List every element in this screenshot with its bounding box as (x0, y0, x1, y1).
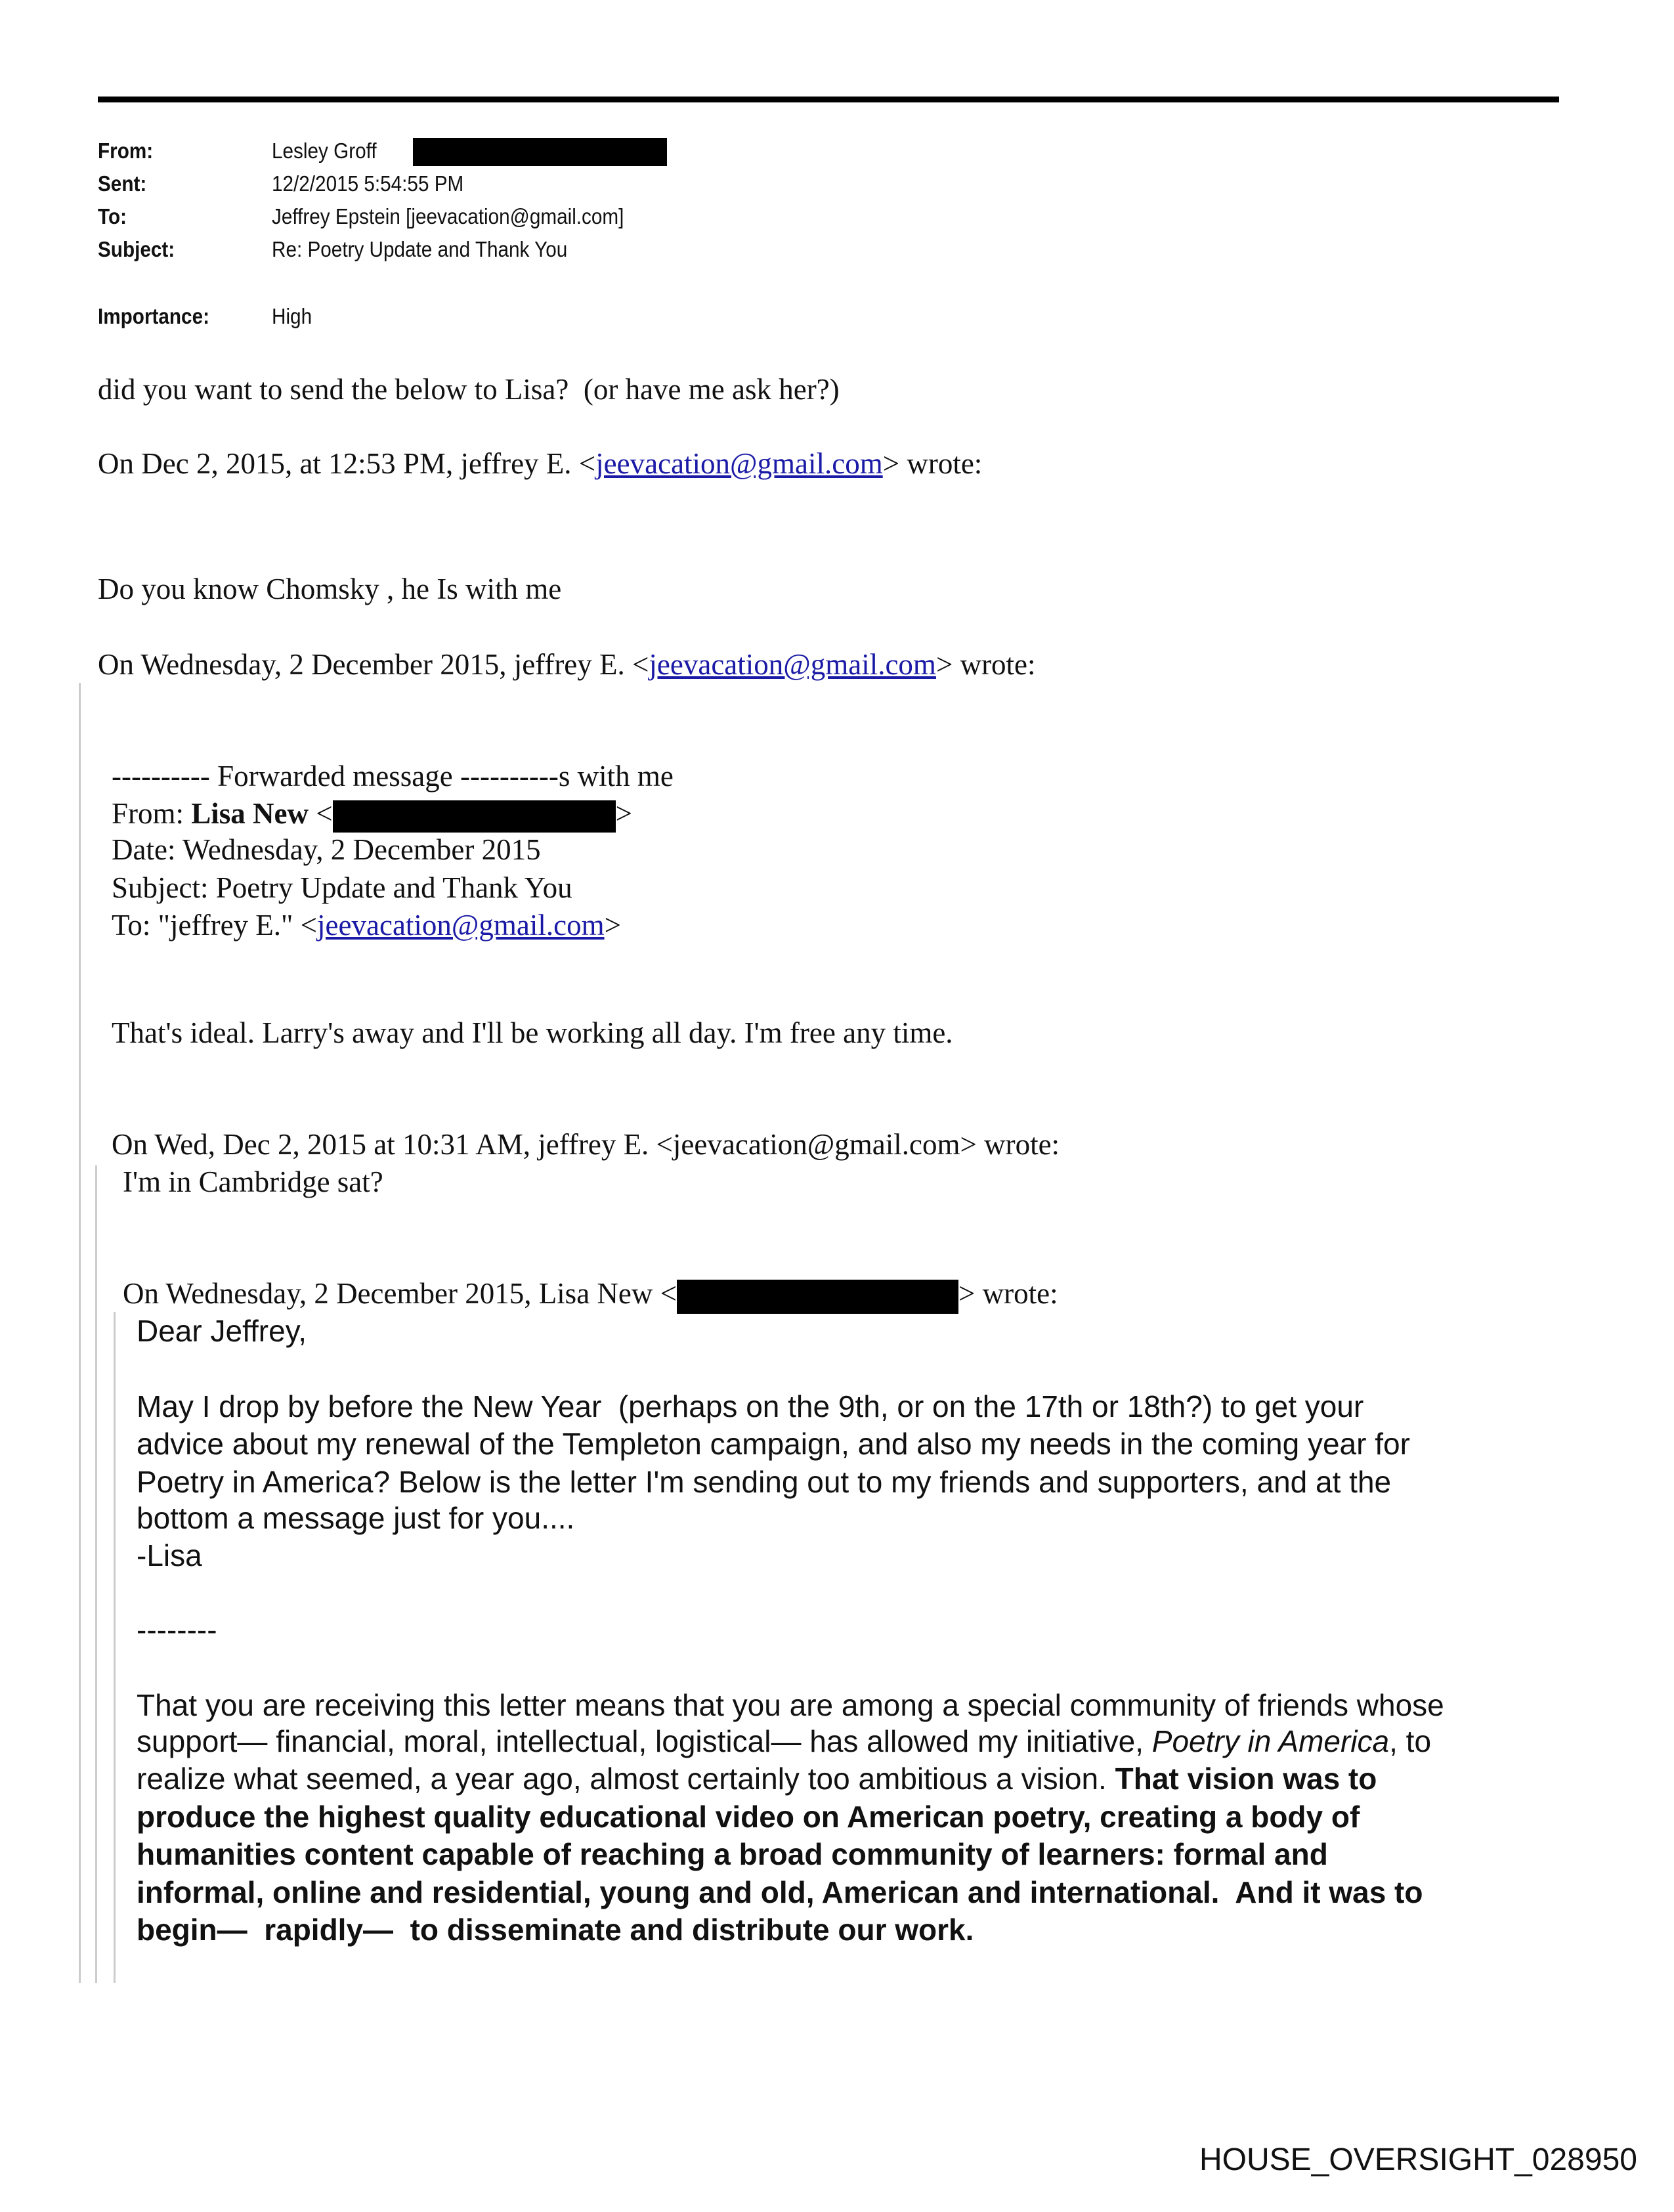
bracket: > (615, 797, 633, 830)
forwarded-to (112, 908, 621, 942)
importance-label: Importance: (98, 304, 209, 328)
quote-header-1 (98, 446, 982, 481)
ideal-text: That's ideal. Larry's away and I'll be working all day. I'm free any time. (112, 1016, 953, 1049)
subject-label: Subject: (98, 237, 175, 261)
quote-prefix: On Dec 2, 2015, at 12:53 PM, jeffrey E. < (98, 447, 596, 480)
quote-suffix: > wrote: (935, 648, 1036, 681)
from-label: From: (98, 139, 154, 163)
text-segment: realize what seemed, a year ago, almost certainly too ambitious a vision. (137, 1762, 1115, 1796)
forwarded-subject: Subject: Poetry Update and Thank You (112, 871, 572, 904)
sent-value: 12/2/2015 5:54:55 PM (272, 171, 464, 196)
bold-segment: That vision was to (1115, 1762, 1377, 1796)
bates-number: HOUSE_OVERSIGHT_028950 (1199, 2142, 1637, 2177)
to-label: To: (98, 204, 127, 228)
chomsky-text: Do you know Chomsky , he Is with me (98, 573, 562, 605)
quote-header-3: On Wed, Dec 2, 2015 at 10:31 AM, jeffrey E. <jeevacation@gmail.com> wrote: (112, 1128, 1060, 1161)
quote-prefix: On Wednesday, 2 December 2015, jeffrey E. < (98, 648, 649, 681)
quote-bar (95, 1165, 97, 1983)
forwarded-date: Date: Wednesday, 2 December 2015 (112, 833, 541, 866)
quote-suffix: > wrote: (958, 1277, 1058, 1310)
letter-line (137, 1761, 1377, 1796)
quote-prefix: On Wednesday, 2 December 2015, Lisa New < (123, 1277, 677, 1310)
from-value: Lesley Groff (272, 139, 377, 163)
quote-header-4 (123, 1276, 1058, 1314)
sent-label: Sent: (98, 171, 147, 196)
from-label: From: (112, 797, 192, 830)
email-link[interactable]: jeevacation@gmail.com (649, 648, 936, 681)
letter-divider: -------- (137, 1613, 217, 1647)
email-link[interactable]: jeevacation@gmail.com (317, 909, 605, 942)
forwarded-separator: ---------- Forwarded message ----------s with me (112, 760, 674, 792)
letter-line: informal, online and residential, young and old, American and international. And it was to (137, 1875, 1423, 1909)
redaction-box (413, 138, 667, 166)
letter-line: bottom a message just for you.... (137, 1501, 575, 1535)
to-prefix: To: "jeffrey E." < (112, 909, 318, 942)
italic-title: Poetry in America (1151, 1724, 1390, 1758)
email-link[interactable]: jeevacation@gmail.com (595, 447, 883, 480)
quote-header-2 (98, 647, 1036, 682)
quote-bar (79, 683, 81, 1983)
subject-value: Re: Poetry Update and Thank You (272, 237, 568, 261)
letter-line (137, 1724, 1431, 1759)
letter-greeting: Dear Jeffrey, (137, 1314, 307, 1348)
quote-bar (114, 1312, 116, 1983)
letter-line: humanities content capable of reaching a broad community of learners: formal and (137, 1837, 1328, 1871)
forwarded-from (112, 796, 632, 833)
cambridge-text: I'm in Cambridge sat? (123, 1165, 383, 1198)
redaction-box (333, 800, 616, 833)
letter-line: produce the highest quality educational video on American poetry, creating a body of (137, 1800, 1360, 1834)
letter-line: advice about my renewal of the Templeton campaign, and also my needs in the coming year for (137, 1427, 1410, 1461)
letter-line: That you are receiving this letter means that you are among a special community of friends whose (137, 1688, 1444, 1722)
bracket: < (309, 797, 333, 830)
letter-line: May I drop by before the New Year (perhaps on the 9th, or on the 17th or 18th?) to get your (137, 1389, 1364, 1423)
letter-signature: -Lisa (137, 1538, 202, 1572)
header-rule (98, 97, 1559, 102)
bracket: > (604, 909, 621, 942)
to-value: Jeffrey Epstein [jeevacation@gmail.com] (272, 204, 624, 228)
importance-value: High (272, 304, 312, 328)
text-segment: , to (1389, 1724, 1432, 1758)
text-segment: support— financial, moral, intellectual, logistical— has allowed my initiative, (137, 1724, 1152, 1758)
from-name: Lisa New (191, 797, 309, 830)
letter-line: begin— rapidly— to disseminate and distribute our work. (137, 1913, 974, 1947)
letter-line: Poetry in America? Below is the letter I'm sending out to my friends and supporters, and at the (137, 1465, 1392, 1499)
reply-text: did you want to send the below to Lisa? (or have me ask her?) (98, 373, 840, 406)
quote-suffix: > wrote: (882, 447, 983, 480)
redaction-box (677, 1280, 958, 1314)
